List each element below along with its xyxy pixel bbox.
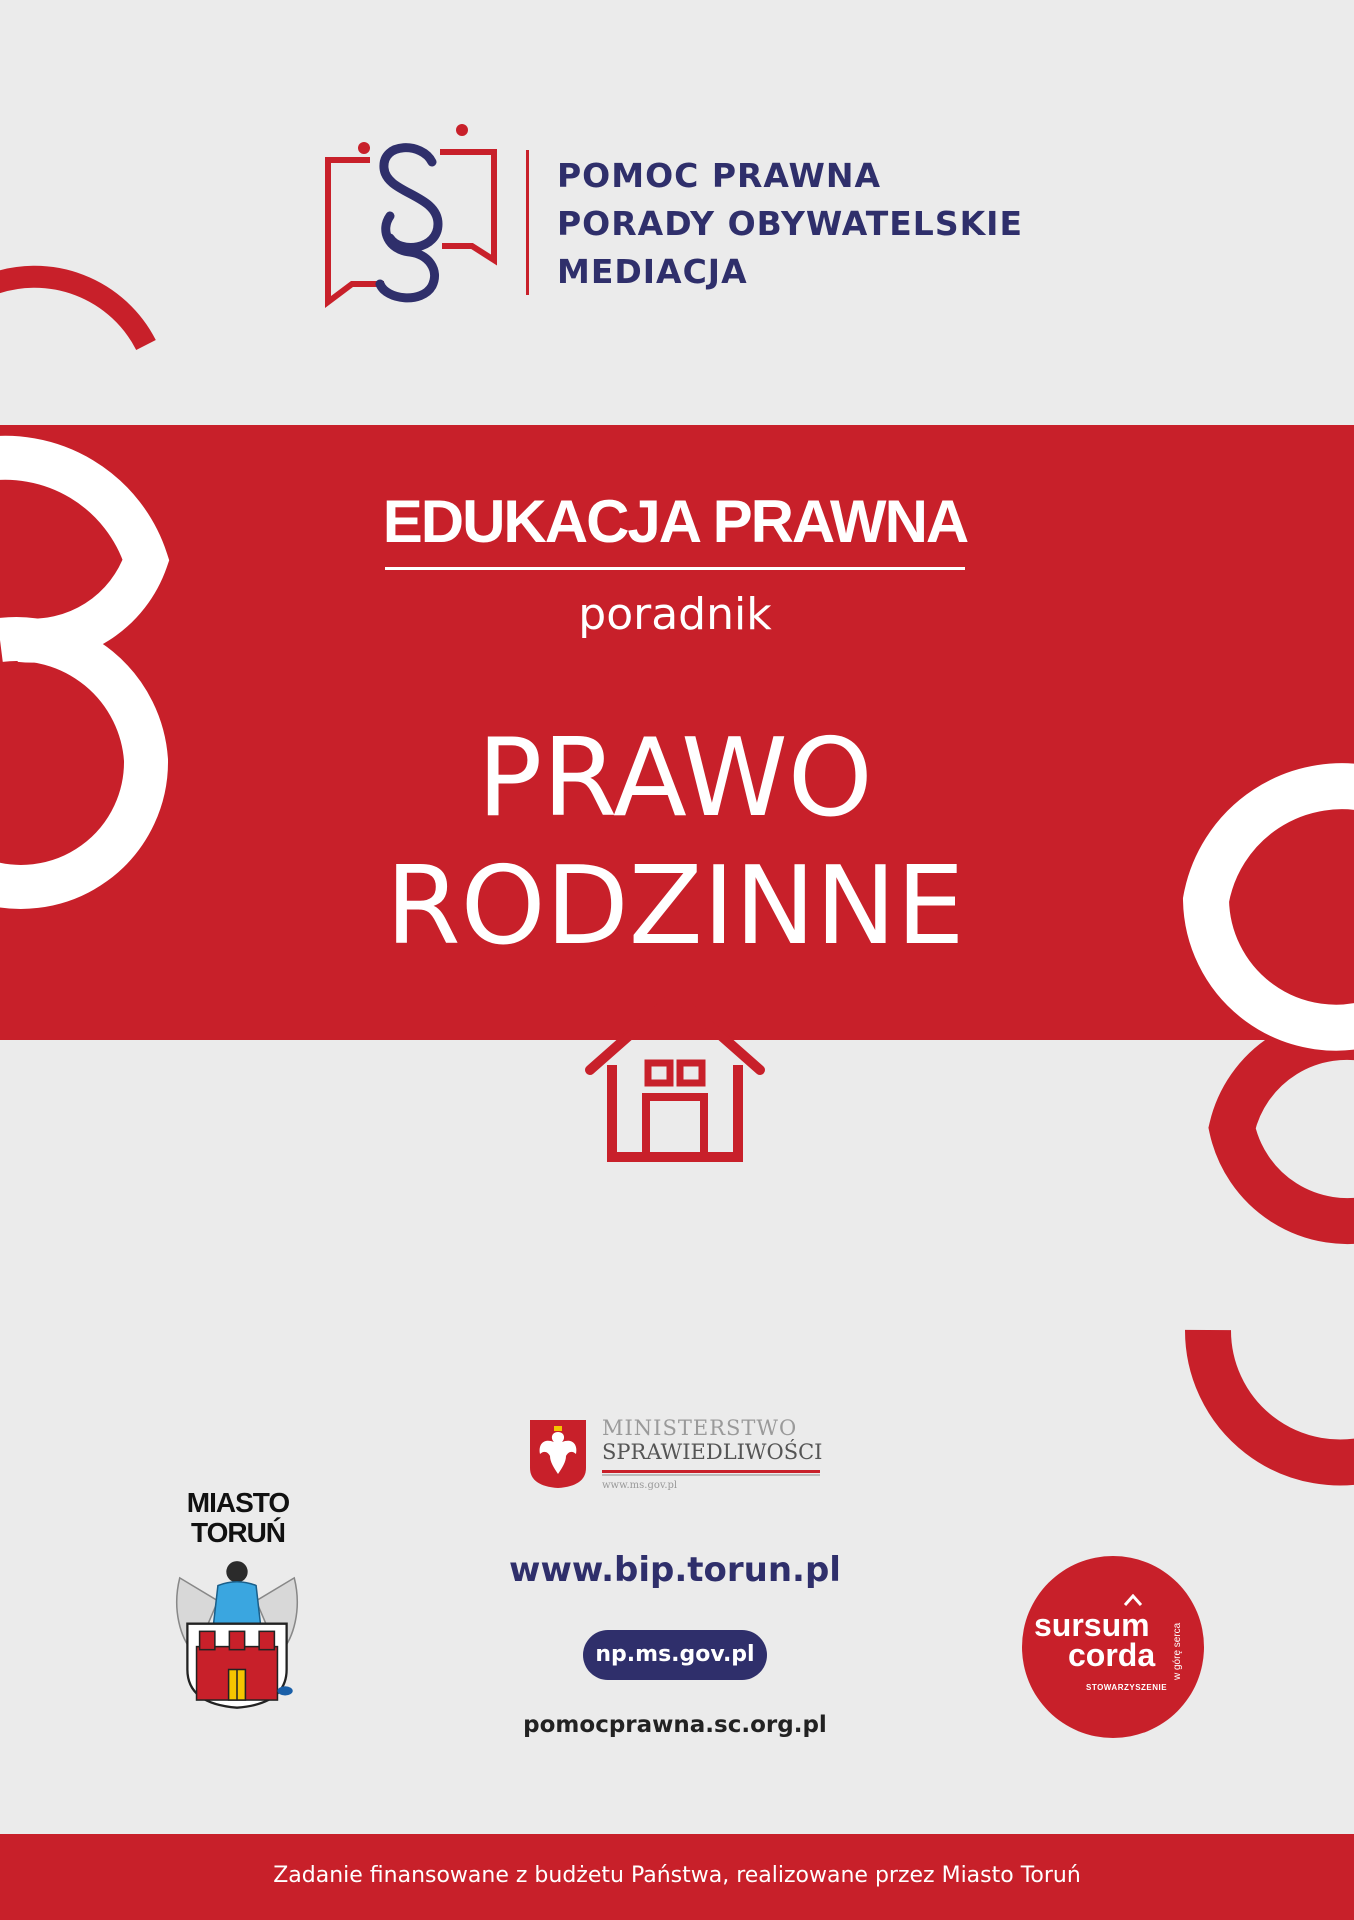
main-title-line-1: PRAWO <box>477 716 873 841</box>
torun-coat-of-arms-icon <box>152 1555 322 1755</box>
header-text <box>557 152 1023 296</box>
polish-eagle-icon <box>528 1418 588 1490</box>
header-divider <box>526 150 529 295</box>
kicker-underline <box>385 567 965 570</box>
house-icon <box>580 985 770 1165</box>
footer-text: Zadanie finansowane z budżetu Państwa, realizowane przez Miasto Toruń <box>273 1863 1081 1888</box>
ministry-rule-red <box>602 1470 820 1473</box>
link-bip-torun[interactable]: www.bip.torun.pl <box>509 1550 841 1590</box>
city-name <box>148 1488 328 1548</box>
kicker-title: EDUKACJA PRAWNA <box>382 488 968 555</box>
subtitle: poradnik <box>578 589 772 640</box>
city-line-2: TORUŃ <box>190 1517 286 1548</box>
link-np-ms[interactable]: np.ms.gov.pl <box>583 1630 767 1680</box>
ministry-line-2: SPRAWIEDLIWOŚCI <box>602 1440 823 1464</box>
ministry-url[interactable]: www.ms.gov.pl <box>602 1480 678 1491</box>
corda-word: corda <box>1068 1637 1156 1673</box>
sursum-corda-tagline: w górę serca <box>1172 1622 1183 1680</box>
main-title-line-2: RODZINNE <box>385 844 965 969</box>
legal-aid-logo-icon <box>322 120 502 310</box>
link-pomocprawna[interactable]: pomocprawna.sc.org.pl <box>523 1712 827 1738</box>
main-title <box>250 715 1100 971</box>
caret-icon <box>1124 1594 1142 1606</box>
header-line-1: POMOC PRAWNA <box>557 156 882 195</box>
ministry-line-1: MINISTERSTWO <box>602 1416 798 1440</box>
header-line-3: MEDIACJA <box>557 252 748 291</box>
city-line-1: MIASTO <box>186 1487 290 1518</box>
sursum-corda-org: STOWARZYSZENIE <box>1086 1683 1168 1692</box>
sursum-word: sursum <box>1034 1607 1150 1643</box>
ministry-rule-grey <box>602 1474 820 1476</box>
header-line-2: PORADY OBYWATELSKIE <box>557 204 1023 243</box>
